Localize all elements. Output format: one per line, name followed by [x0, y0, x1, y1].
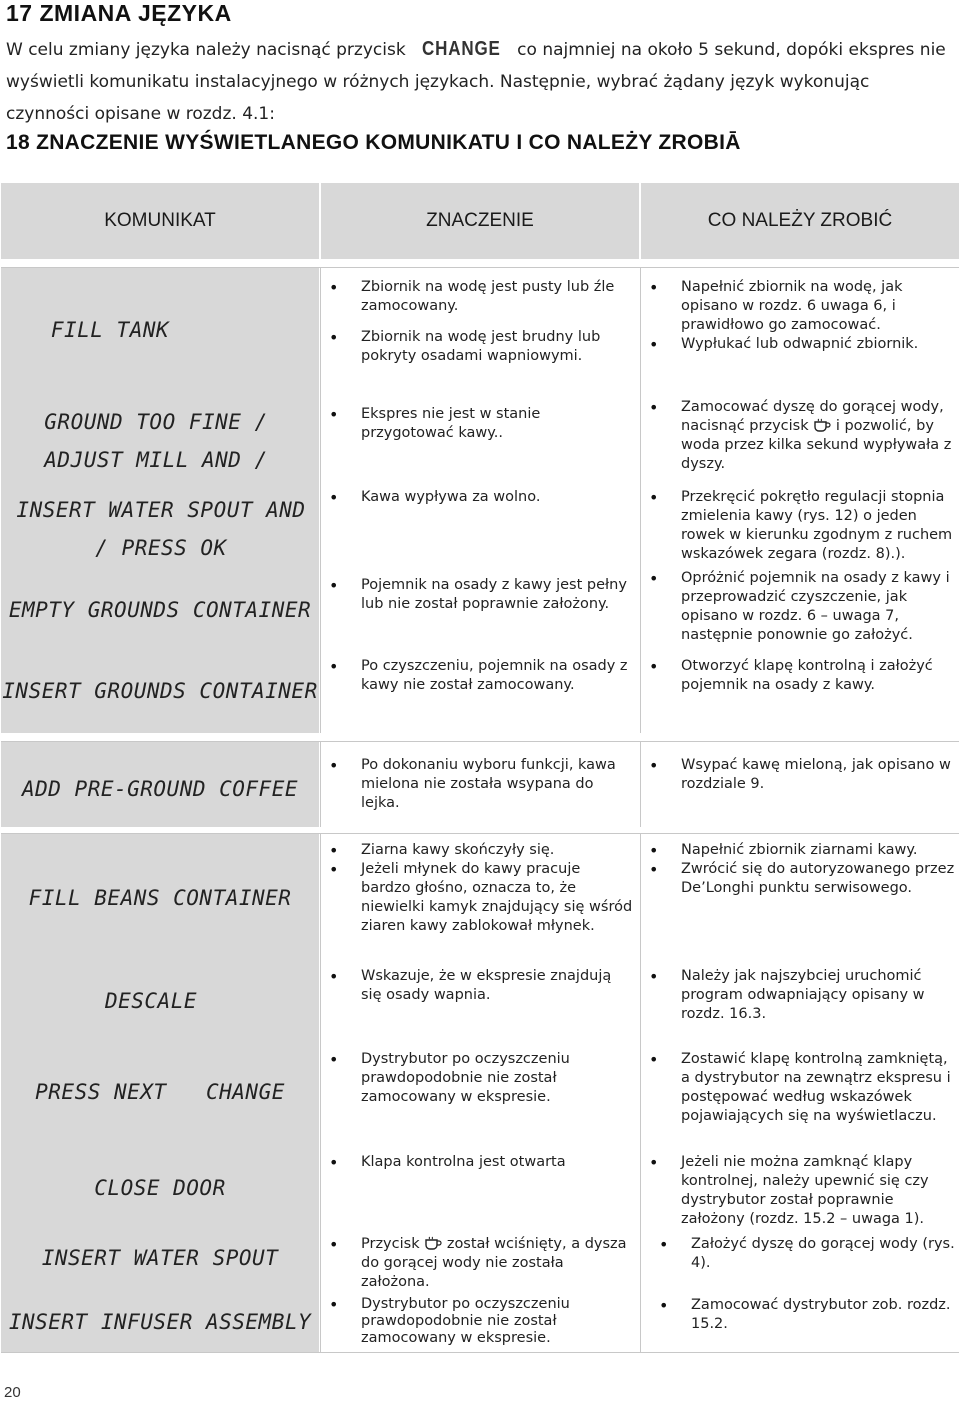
action-insert-water-spout-press-ok — [643, 488, 955, 576]
meaning-text-after-icon: został wciśnięty, a dysza do gorącej wody nie została założona. — [361, 1236, 627, 1290]
meaning-fill-tank — [323, 278, 633, 378]
band-2-top-line — [1, 741, 959, 742]
meaning-ground-too-fine — [323, 405, 633, 455]
action-bullet: • Zamocować dystrybutor zob. rozdz. 15.2. — [653, 1296, 955, 1334]
action-insert-infuser-assembly — [653, 1296, 955, 1346]
meaning-bullet: • Ziarna kawy skończyły się. — [323, 841, 633, 860]
hot-water-cup-icon — [424, 1236, 442, 1250]
message-descale: DESCALE — [104, 989, 197, 1013]
action-ground-too-fine — [643, 398, 955, 486]
action-bullet — [643, 398, 955, 474]
section-17-title: 17 ZMIANA JĘZYKA — [6, 0, 232, 26]
section-18-title: 18 ZNACZENIE WYŚWIETLANEGO KOMUNIKATU I CO NALEŻY ZROBIĀ — [6, 131, 741, 154]
meaning-text-before-icon: Przycisk — [361, 1236, 420, 1252]
message-fill-beans-container: FILL BEANS CONTAINER — [28, 886, 292, 910]
message-fill-tank: FILL TANK — [50, 318, 170, 342]
message-close-door: CLOSE DOOR — [94, 1176, 226, 1200]
band-1-divider-1 — [320, 267, 321, 733]
meaning-bullet: • Kawa wypływa za wolno. — [323, 488, 633, 507]
meaning-bullet: • Klapa kontrolna jest otwarta — [323, 1153, 633, 1172]
message-press-next-change: PRESS NEXT CHANGE — [35, 1080, 285, 1104]
action-close-door — [643, 1153, 955, 1241]
message-insert-grounds-container: INSERT GROUNDS CONTAINER — [2, 679, 318, 703]
section-17-intro — [6, 33, 954, 130]
action-bullet: • Zwrócić się do autoryzowanego przez De’Longhi punktu serwisowego. — [643, 860, 955, 898]
meaning-insert-infuser-assembly — [323, 1296, 633, 1359]
action-bullet: • Założyć dyszę do gorącej wody (rys. 4). — [653, 1235, 955, 1273]
action-fill-tank — [643, 278, 955, 366]
meaning-bullet: • Zbiornik na wodę jest brudny lub pokryty osadami wapniowymi. — [323, 328, 633, 366]
meaning-bullet: • Wskazuje, że w ekspresie znajdują się osady wapnia. — [323, 967, 633, 1005]
action-bullet: • Wypłukać lub odwapnić zbiornik. — [643, 335, 955, 354]
action-bullet: • Jeżeli nie można zamknąć klapy kontrolnej, należy upewnić się czy dystrybutor został poprawnie założony (rozdz. 15.2 – uwaga 1). — [643, 1153, 955, 1229]
column-header-action: CO NALEŻY ZROBIĆ — [641, 183, 959, 259]
intro-part-2: co najmniej na około 5 sekund, dopóki ekspres nie wyświetli komunikatu instalacyjnego w różnych językach. Następnie, wybrać żądany język wykonując czynności opisane w rozdz. 4.1: — [6, 40, 946, 124]
message-insert-water-spout-press-ok: INSERT WATER SPOUT AND / PRESS OK — [16, 498, 306, 560]
meaning-bullet — [323, 1235, 633, 1292]
meaning-bullet: • Jeżeli młynek do kawy pracuje bardzo głośno, oznacza to, że niewielki kamyk znajdujący się wśród ziaren kawy zablokował młynek. — [323, 860, 633, 936]
meaning-insert-water-spout — [323, 1235, 633, 1304]
band-3-top-line — [1, 833, 959, 834]
meaning-insert-grounds-container — [323, 657, 633, 707]
messages-table — [1, 183, 959, 1353]
action-insert-grounds-container — [643, 657, 955, 707]
column-header-message: KOMUNIKAT — [1, 183, 319, 259]
action-bullet: • Należy jak najszybciej uruchomić program odwapniający opisany w rozdz. 16.3. — [643, 967, 955, 1024]
meaning-bullet: • Dystrybutor po oczyszczeniu prawdopodobnie nie został zamocowany w ekspresie. — [323, 1296, 633, 1347]
band-3-divider-2 — [640, 833, 641, 1353]
action-fill-beans-container — [643, 841, 955, 910]
message-ground-too-fine: GROUND TOO FINE / ADJUST MILL AND / — [44, 410, 268, 472]
action-text-after-icon: i pozwolić, by woda przez kilka sekund wypływała z dyszy. — [681, 418, 952, 472]
band-2-divider-1 — [320, 741, 321, 827]
message-insert-infuser-assembly: INSERT INFUSER ASSEMBLY — [8, 1310, 312, 1334]
message-insert-water-spout: INSERT WATER SPOUT — [41, 1246, 279, 1270]
action-bullet: • Zostawić klapę kontrolną zamkniętą, a dystrybutor na zewnątrz ekspresu i postępować według wskazówek pojawiających się na wyświetlaczu. — [643, 1050, 955, 1126]
action-bullet: • Opróżnić pojemnik na osady z kawy i przeprowadzić czyszczenie, jak opisano w rozdz. 6 – uwaga 7, następnie ponownie go założyć. — [643, 569, 955, 645]
action-text-before-icon: Zamocować dyszę do gorącej wody, nacisnąć przycisk — [681, 399, 944, 434]
action-add-pre-ground-coffee — [643, 756, 955, 806]
action-bullet: • Przekręcić pokrętło regulacji stopnia zmielenia kawy (rys. 12) o jeden rowek w kierunku zgodnym z ruchem wskazówek zegara (rozdz. 8).). — [643, 488, 955, 564]
meaning-bullet: • Zbiornik na wodę jest pusty lub źle zamocowany. — [323, 278, 633, 316]
action-descale — [643, 967, 955, 1036]
page-number: 20 — [4, 1384, 21, 1401]
intro-part-1: W celu zmiany języka należy nacisnąć przycisk — [6, 40, 406, 60]
action-bullet: • Napełnić zbiornik ziarnami kawy. — [643, 841, 955, 860]
meaning-bullet: • Po dokonaniu wyboru funkcji, kawa mielona nie została wsypana do lejka. — [323, 756, 633, 813]
band-1-divider-2 — [640, 267, 641, 733]
action-press-next-change — [643, 1050, 955, 1138]
meaning-close-door — [323, 1153, 633, 1184]
hot-water-cup-icon — [813, 418, 831, 432]
message-add-pre-ground-coffee: ADD PRE-GROUND COFFEE — [21, 777, 298, 801]
band-2-divider-2 — [640, 741, 641, 827]
action-insert-water-spout — [653, 1235, 955, 1285]
action-bullet: • Napełnić zbiornik na wodę, jak opisano w rozdz. 6 uwaga 6, i prawidłowo go zamocować. — [643, 278, 955, 335]
column-header-meaning: ZNACZENIE — [321, 183, 639, 259]
change-key-label: CHANGE — [422, 38, 501, 60]
meaning-bullet: • Ekspres nie jest w stanie przygotować kawy.. — [323, 405, 633, 443]
meaning-press-next-change — [323, 1050, 633, 1119]
band-3-divider-1 — [320, 833, 321, 1353]
action-bullet: • Otworzyć klapę kontrolną i założyć pojemnik na osady z kawy. — [643, 657, 955, 695]
action-bullet: • Wsypać kawę mieloną, jak opisano w rozdziale 9. — [643, 756, 955, 794]
meaning-bullet: • Dystrybutor po oczyszczeniu prawdopodobnie nie został zamocowany w ekspresie. — [323, 1050, 633, 1107]
meaning-bullet: • Po czyszczeniu, pojemnik na osady z kawy nie został zamocowany. — [323, 657, 633, 695]
meaning-add-pre-ground-coffee — [323, 756, 633, 825]
meaning-bullet: • Pojemnik na osady z kawy jest pełny lub nie został poprawnie założony. — [323, 576, 633, 614]
meaning-empty-grounds-container — [323, 576, 633, 626]
meaning-fill-beans-container — [323, 841, 633, 948]
message-empty-grounds-container: EMPTY GROUNDS CONTAINER — [8, 598, 312, 622]
band-1-top-line — [1, 267, 959, 268]
meaning-descale — [323, 967, 633, 1017]
action-empty-grounds-container — [643, 569, 955, 657]
meaning-insert-water-spout-press-ok — [323, 488, 633, 519]
